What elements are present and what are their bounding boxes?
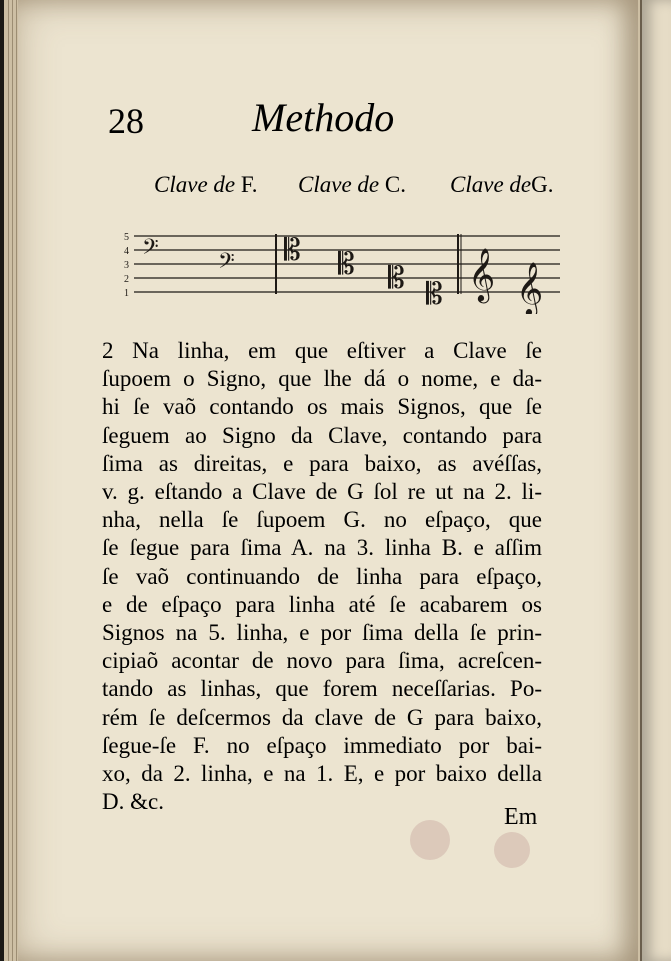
text-line: ſeguem ao Signo da Clave, contando para [102, 422, 542, 448]
c-clef-glyphs [284, 233, 443, 312]
text-line: ſe ſegue para ſima A. na 3. linha B. e aſſim [102, 535, 542, 561]
text-line: ſe vaõ continuando de linha para eſpaço, [102, 563, 542, 589]
text-line: Signos na 5. linha, e por ſima della ſe prin- [102, 620, 542, 646]
treble-clef-icon: 𝄞 [468, 247, 496, 301]
running-title: Methodo [252, 95, 395, 140]
clef-label-g: Clave deG. [450, 172, 554, 197]
staff-line-number: 2 [124, 274, 129, 285]
text-line: D. &c. [102, 789, 164, 815]
alto-clef-icon: 𝄡 [426, 277, 443, 312]
paper-stain [494, 832, 530, 868]
paper-stain [410, 820, 450, 860]
clef-label-c: Clave de C. [298, 172, 406, 197]
text-line: v. g. eſtando a Clave de G ſol re ut na 2. li- [102, 479, 542, 505]
text-line: ſegue-ſe F. no eſpaço immediato por bai- [102, 732, 542, 758]
text-line: ſupoem o Signo, que lhe dá o nome, e da- [102, 366, 542, 392]
page-number: 28 [108, 101, 144, 141]
text-line: rém ſe deſcermos da clave de G para baixo, [102, 704, 542, 730]
music-staff-figure [108, 224, 568, 314]
bass-clef-icon: 𝄢 [218, 249, 235, 279]
staff-line-number: 4 [124, 246, 129, 257]
text-line: ſima as direitas, e para baixo, as avéſſas, [102, 450, 542, 476]
body-paragraph [102, 337, 542, 816]
text-line: xo, da 2. linha, e na 1. E, e por baixo della [102, 761, 542, 787]
bass-clef-icon: 𝄢 [142, 235, 159, 265]
text-line: tando as linhas, que forem neceſſarias. Po- [102, 676, 542, 702]
alto-clef-icon: 𝄡 [388, 261, 405, 296]
f-clef-glyphs [142, 235, 235, 279]
text-line: hi ſe vaõ contando os mais Signos, que ſe [102, 394, 542, 420]
staff-line-numbers [124, 232, 129, 299]
page-edge-line [16, 0, 17, 961]
page-edge-line [12, 0, 13, 961]
staff-line-number: 3 [124, 260, 129, 271]
text-line: e de eſpaço para linha até ſe acabarem os [102, 591, 542, 617]
staff-line-number: 1 [124, 288, 129, 299]
clef-label-f: Clave de F. [154, 172, 258, 197]
text-line: 2 Na linha, em que eſtiver a Clave ſe [102, 338, 542, 363]
catchword: Em [504, 804, 538, 830]
facing-page-edge [640, 0, 671, 961]
page-edge-line [8, 0, 9, 961]
text-line: nha, nella ſe ſupoem G. no eſpaço, que [102, 507, 542, 533]
text-line: cipiaõ acontar de novo para ſima, acreſcen- [102, 648, 542, 674]
g-clef-glyphs [468, 247, 543, 314]
staff-line-number: 5 [124, 232, 129, 243]
treble-clef-icon: 𝄞 [516, 261, 544, 314]
alto-clef-icon: 𝄡 [338, 247, 355, 282]
alto-clef-icon: 𝄡 [284, 233, 301, 268]
